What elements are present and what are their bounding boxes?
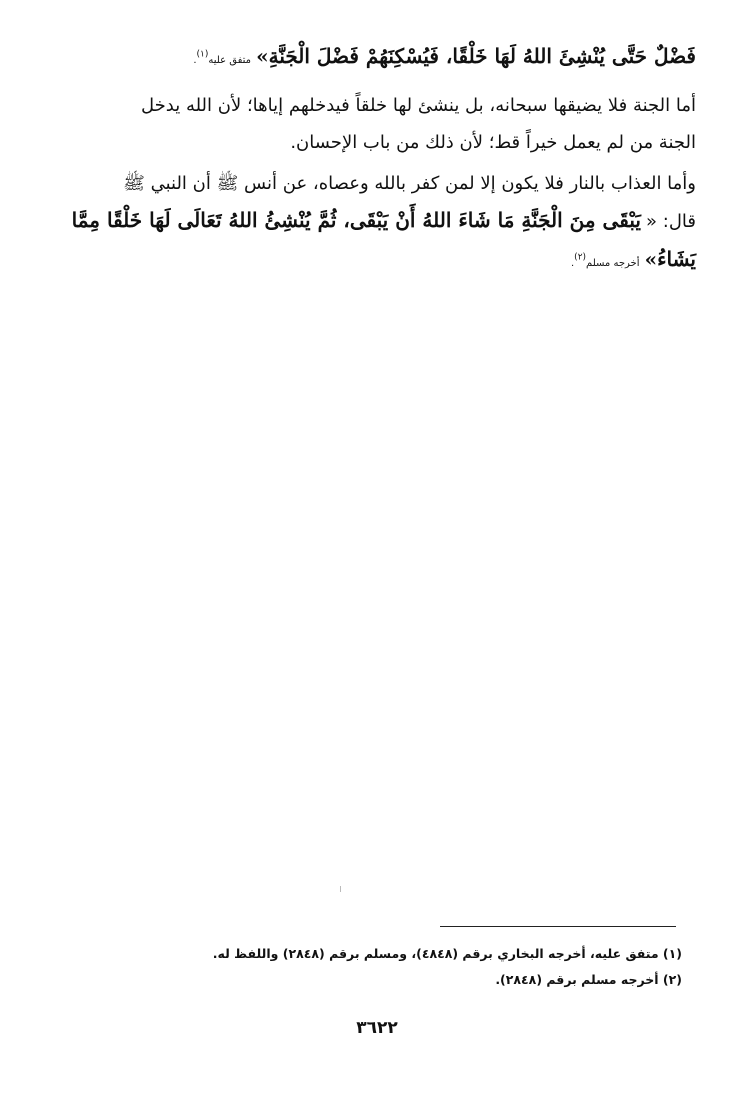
- footnote-2-number: (٢): [662, 972, 682, 987]
- scan-speck: [340, 886, 341, 892]
- footnote-1-number: (١): [662, 946, 682, 961]
- hadith-line-5: [72, 208, 696, 232]
- footnote-1-text: متفق عليه، أخرجه البخاري برقم (٤٨٤٨)، ومسلم برقم (٢٨٤٨) واللفظ له.: [212, 946, 659, 961]
- qala-intro: قال: «: [646, 211, 696, 232]
- main-text: [58, 0, 696, 300]
- footnote-ref-2: (٢): [574, 252, 587, 263]
- footnote-2: [495, 972, 682, 987]
- page-number: ٣٦٢٢: [356, 1018, 398, 1038]
- footnote-divider: [440, 926, 676, 927]
- hadith-quote-1-end: فَضْلٌ حَتَّى يُنْشِئَ اللهُ لَهَا خَلْقًا، فَيُسْكِنَهُمْ فَضْلَ الْجَنَّةِ»: [256, 44, 696, 68]
- source-agreed: متفق عليه: [208, 55, 251, 66]
- source-muslim: أخرجه مسلم: [586, 258, 640, 269]
- paragraph-line-2: أما الجنة فلا يضيقها سبحانه، بل ينشئ لها خلقاً فيدخلهم إياها؛ لأن الله يدخل: [141, 95, 696, 116]
- hadith-quote-2-end: يَشَاءُ»: [644, 247, 696, 271]
- footnote-1: [213, 946, 682, 961]
- hadith-line-1: فَضْلٌ حَتَّى يُنْشِئَ اللهُ لَهَا خَلْقًا، فَيُسْكِنَهُمْ فَضْلَ الْجَنَّةِ» متفق عليه$^{(١)}$.: [193, 44, 696, 68]
- hadith-quote-2-start: يَبْقَى مِنَ الْجَنَّةِ مَا شَاءَ اللهُ أَنْ يَبْقَى، ثُمَّ يُنْشِئُ اللهُ تَعَالَى لَهَا خَلْقًا مِمَّا: [71, 208, 641, 232]
- paragraph-line-3: الجنة من لم يعمل خيراً قط؛ لأن ذلك من باب الإحسان.: [290, 132, 696, 153]
- paragraph-line-4: وأما العذاب بالنار فلا يكون إلا لمن كفر بالله وعصاه، عن أنس ﷺ أن النبي ﷺ: [123, 173, 696, 194]
- hadith-line-6: يَشَاءُ» أخرجه مسلم$^{(٢)}$.: [570, 247, 696, 271]
- footnote-2-text: أخرجه مسلم برقم (٢٨٤٨).: [495, 972, 659, 987]
- footnote-ref-1: (١): [196, 49, 209, 60]
